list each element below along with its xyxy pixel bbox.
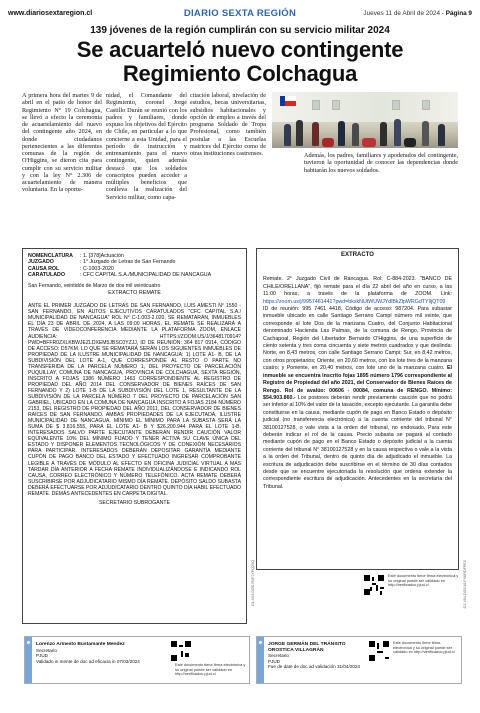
notice-title: EXTRACTO xyxy=(341,252,374,258)
signature-note: Fue de date de doc ad validación 31/04/2024 xyxy=(268,664,360,670)
page-header xyxy=(8,6,472,20)
metadata-value: : 1. [378]Actuación xyxy=(80,253,124,259)
notice-title: EXTRACTO REMATE xyxy=(108,290,161,297)
article-column-3: citación laboral, nivelación de estudios, becas universitarias, subsidios habitacionales y opción de empleo a través del programa Soldado de Tropa Profesional, como también postular a las Escuelas matrices del Ejército como de otras instituciones castrenses. xyxy=(190,92,266,157)
metadata-key: CARATULADO xyxy=(28,271,65,278)
verification-note: Este documento tiene firma electrónica y su original puede ser validado en http://verificadoc.pjud.cl xyxy=(175,662,246,677)
newspaper-name: DIARIO SEXTA REGIÓN xyxy=(183,7,297,19)
article-headline: Se acuartelό nuevo contingente Regimiento Colchagua xyxy=(76,37,404,86)
signature-note: Validado in mente de doc ad eficacia in 07/03/2024 xyxy=(36,658,140,664)
signer-role: Secretario xyxy=(268,653,289,659)
auction-notice-san-fernando xyxy=(22,248,247,624)
site-url[interactable]: www.diariosextaregion.cl xyxy=(8,9,93,17)
metadata-value: : CFC CAPITAL S.A./MUNICIPALIDAD DE NANCAGUA xyxy=(80,271,212,278)
notice-body: Remate. 2° Juzgado Civil de Rancagua. Rol: C-884-2023. "BANCO DE CHILE/ORELLANA", fijó remate para el día 22 abril del año en curso, a las 11:00 horas, a través de la plataforma de ZOOM. Link: https://zoom.us/j/9957461441?pwd=bkxkNUtWUWJYdlBkZlpWRGdTYlljQT09 ID de reunión: 995 7461 4418, Código de acceso: 987204. Para subastar inmueble ubicado en calle Santiago Serrano Campí número mil veinte, que corresponde al lote Dos de la manzana Cuatro, del Conjunto Habitacional denominado Hacienda Las Palmas, de la comuna de Rengo, Provincia de Cachapoal, Región del Libertador Bernardo O'Higgins, de una superficie de ciento setenta y tres coma cincuenta y siete metros cuadrados y que deslinda: Norte, en 8,43 metros, con calle Santiago Serrano Campi; Sur, en 8,42 metros, con otros propietarios; Oriente, en 20,60 metros, con los lote tres de la manzana cuatro; y Poniente, en 20,40 metros, con lote uno de la manzana cuatro. El inmueble se encuentra inscrito fojas 1895 número 1796 correspondiente al Registro de Propiedad del año 2021, del Conservador de Bienes Raíces de Rengo. Rol de avalúo: 00606 - 00084, comuna de RENGO. Mínimo: $54.903.860.- Los postores deberán rendir previamente caución que no podrá ser inferior al 10% del valor de la tasación, excepto ejecutante. La garantía debe constituirse en la causa, mediante cupón de pago en Banco Estado o depósito judicial (no transferencia electrónica) a la cuenta corriente del tribunal N° 38100127528, o vale vista a la orden del tribunal, no endosado. Para este deberán indicar el rol de la causa. Precio subasta se pagará al contado mediante cupón de pago en el Banco Estado o depósito judicial a la cuenta corriente del tribunal N° 38100127528 y en la causa respectiva o vale a la vista a la orden del Tribunal, dentro de quinto día de adjudicado el inmueble. La escritura de adjudicación debe suscribirse en el término de 30 días contados desde que se encuentre ejecutoriada la resolución que ordena extender la correspondiente escritura de adjudicación. Antecedentes en la secretaría del Tribunal. xyxy=(263,276,452,490)
issue-date: Jueves 11 de Abril de 2024 - Página 9 xyxy=(363,9,472,17)
signer-role: Secretario xyxy=(36,647,57,653)
signer-name: Lorenzo Armesto Bustamante Mendez xyxy=(36,642,125,647)
auction-notice-rancagua xyxy=(256,248,459,570)
case-metadata xyxy=(28,253,241,278)
chile-flag-image xyxy=(280,96,296,106)
metadata-key: JUZGADO xyxy=(28,259,54,266)
verification-note: Este documento tiene firma electrónica y su original puede ser validado en http://verificadoc.pjud.cl xyxy=(393,640,455,655)
signer-org: PJUD xyxy=(36,653,48,659)
article-column-1: A primera hora del martes 9 de abril en el patio de honor del Regimiento N° 19 Colchagua, se llevó a efecto la ceremonia de acuartelamiento del nuevo del contingente año 2024, en donde ciudadanos pertenecientes a las diferentes comunas de la región de O'Higgins, se dieron cita para cumplir con su servicio militar y con la ley N° 2.306 de acuartelamiento de manera voluntaria. En la oportu- xyxy=(22,92,102,194)
metadata-value: : 1° Juzgado de Letras de San Fernando xyxy=(80,259,176,266)
metadata-key: CAUSA ROL xyxy=(28,265,60,272)
signer-org: PJUD xyxy=(268,658,280,664)
article-photo xyxy=(272,92,458,148)
zoom-link[interactable]: https://zoom.us/j/9957461441?pwd=bkxkNUtWUWJYdlBkZlpWRGdTYlljQT09 xyxy=(263,298,446,305)
metadata-value: : C-1003-2020 xyxy=(80,265,114,272)
notice-signature-line: SECRETARIO SUBROGANTE xyxy=(98,499,171,506)
article-column-2: nidad, el Comandante del Regimiento, coronel Jorge Castillo Durán se reunió con los padres y familiares, donde expuso los objetivos del Ejército de Chile, en particular a lo que concierne a esta Unidad, para el período de instrucción y entrenamiento para el nuevo contingente, quien además destacó que los soldados conscriptos pueden acceder a múltiples beneficios que conlleva la realización del Servicio militar, como capa- xyxy=(106,92,187,201)
verification-note: Este documento tiene firma electrónica y su original puede ser validado en http://verificadoc.pjud.cl xyxy=(388,573,459,588)
verification-code: D1-V04-DOS-KLFXKRDFPEX xyxy=(463,560,467,609)
article-column-4: Además, los padres, familiares y apoderados del contingente, tuvieron la oportunidad de conocer las dependencias donde habitarán los nuevos soldados. xyxy=(304,152,458,174)
signer-name: JORGE GERMÁN DEL TRÁNSITO OROSTICA VILLAGRÁN xyxy=(268,642,346,653)
seal-icon xyxy=(27,641,30,644)
seal-icon xyxy=(259,641,262,644)
qr-code-icon xyxy=(364,575,384,595)
case-metadata-row xyxy=(28,272,241,278)
qr-code-icon xyxy=(369,641,389,661)
metadata-key: NOMENCLATURA xyxy=(28,253,73,259)
verification-code: D1-V04-DOS-RVFJYPQZ5Q xyxy=(251,560,255,606)
signature-box-2 xyxy=(256,636,462,684)
signature-box-1 xyxy=(24,636,250,684)
article-kicker: 139 jóvenes de la región cumplirán con su servicio militar 2024 xyxy=(90,25,390,36)
notice-place-date: San Fernando, veintidós de Marzo de dos mil veinticuatro xyxy=(28,283,161,290)
notice-body: ANTE EL PRIMER JUZGADO DE LETRAS DE SAN FERNANDO, LUIS AMESTI N° 1550 - SAN FERNANDO, EN AUTOS EJECUTIVOS CARATULADOS "CFC CAPITAL S.A./ MUNICIPALIDAD DE NANCAGUA" ROL N° C-1.003-2.020, SE REMATARÁN, INMUEBLES EL DÍA 23 DE ABRIL DE 2024, A LAS 09:00 HORAS, EL REMATE SE REALIZARÁ A TRAVÉS DE VIDEOCONFERENCIA MEDIANTE LA PLATAFORMA ZOOM, ENLACE AUDIENCIA: HTTPS://ZOOM.US/J/3648170914? PWD=BFFR0ZXLKBWJEZLDXEM5JBSC0YZJJ, ID DE REUNIÓN: 364 817 0914, CÓDIGO DE ACCESO: D57KM. LO QUE SE REMATARÁ SERÁN LOS SIGUIENTES INMUEBLES DE PROPIEDAD DE LA ILUSTRE MUNICIPALIDAD DE NANCAGUA: 1) LOTE A1- B, DE LA SUBDIVISIÓN DEL LOTE A-1, QUE CORRESPONDE AL RESTO O PARTE NO TRANSFERIDA DE LA PARCELA NÚMERO 1, DEL PROYECTO DE PARCELACIÓN PUQUILLAY, COMUNA DE NANCAGUA, PROVINCIA DE COLCHAGUA, SEXTA REGIÓN, INSCRITO A FOJAS 1386 NÚMERO 1463 CORRESPONDIENTE AL REGISTRO DE PROPIEDAD DEL AÑO 2014 DEL CONSERVADOR DE BIENES RAÍCES DE SAN FERNANDO Y 2) LOTE 1-B DE LA SUBDIVISIÓN DEL LOTE 1, RESULTANTE DE LA SUBDIVISIÓN DE LA PARCELA NÚMERO 7 DEL PROYECTO DE PARCELACIÓN SAN GABRIEL, UBICADO EN LA COMUNA DE NANCAGUA INSCRITO A FOJAS 2184 NÚMERO 2153, DEL REGISTRO DE PROPIEDAD DEL AÑO 2011, DEL CONSERVADOR DE BIENES RAÍCES DE SAN FERNANDO. AMBAS PROPIEDADES DE LA EJECUTADA, ILUSTRE MUNICIPALIDAD DE NANCAGUA. MÍNIMO EL MÍNIMO PARA LA SUBASTA SERÁ LA SUMA DE $ 3.816.555, PARA EL LOTE A1- B Y $26.200.944 PARA EL LOTE 1-B. INTERESADOS SALVO PARTE EJECUTANTE DEBERÁN RENDIR CAUCIÓN VALOR EQUIVALENTE 10% DEL MÍNIMO FIJADO Y TENER ACTIVA SU CLAVE ÚNICA DEL ESTADO Y DISPONER ELEMENTOS TECNOLÓGICOS Y DE CONEXIÓN NECESARIOS PARA PARTICIPAR. INTERESADOS DEBERÁN DEPOSITAR GARANTÍA MEDIANTE CUPÓN DE PAGO BANCO DEL ESTADO Y EFECTUADO INGRESAR COMPROBANTE LEGIBLE A TRAVÉS DE MÓDULO AL EFECTO EN OFICINA JUDICIAL VIRTUAL A MÁS TARDAR DÍA ANTERIOR A FECHA REMATE INDIVIDUALIZÁNDOSE E INDICANDO ROL CAUSA, CORREO ELECTRÓNICO Y NÚMERO TELEFÓNICO. ACTA REMATE DEBERÁ SUSCRIBIRSE POR ADJUDICATARIO MISMO DÍA REMATE. DEPÓSITO SALDO SUBASTA DEBERÁ EFECTUARSE POR ADJUDICATARIO DENTRO QUINTO DÍA HÁBIL EFECTUADO REMATE. DEMÁS ANTECEDENTES EN CARPETA DIGITAL. xyxy=(28,303,241,497)
qr-code-icon xyxy=(171,641,191,661)
